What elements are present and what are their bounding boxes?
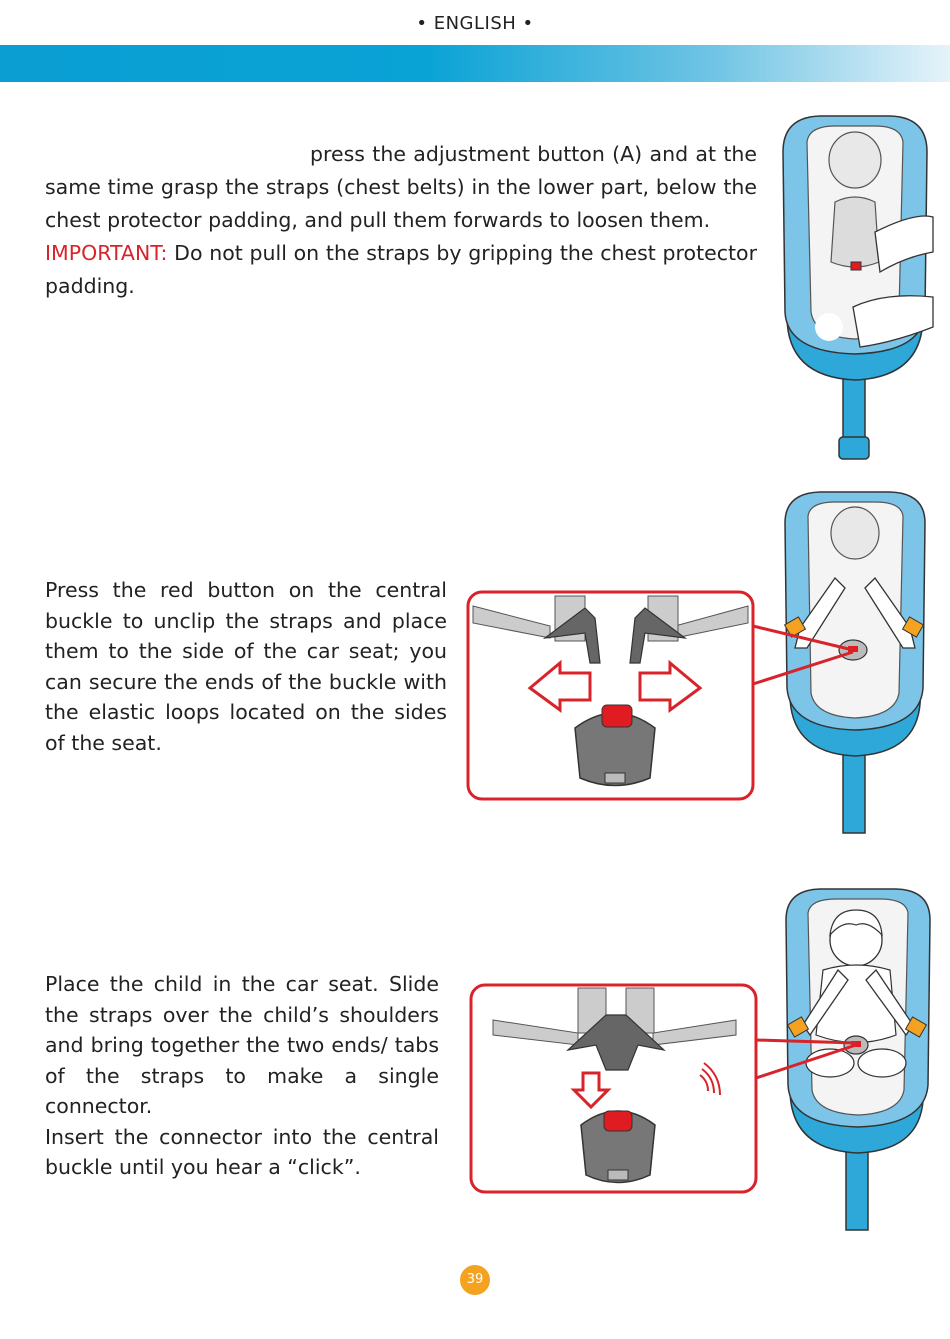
section-1-paragraph: press the adjustment button (A) and at the same time grasp the straps (chest belts) in the lower part, below the chest protector padding, and pull them forwards to loosen them. — [45, 142, 757, 232]
section-3-paragraph-2: Insert the connector into the central buckle until you hear a “click”. — [45, 1124, 439, 1179]
header-color-band — [0, 45, 950, 82]
important-label: IMPORTANT: — [45, 241, 168, 265]
important-text: Do not pull on the straps by gripping the chest protector padding. — [45, 241, 757, 298]
language-header: • ENGLISH • — [416, 13, 534, 34]
buckle-insert-illustration — [468, 885, 948, 1235]
seat-thumbnail — [785, 492, 925, 833]
section-3-paragraph-1: Place the child in the car seat. Slide the straps over the child’s shoulders and bring together the two ends/ tabs of the straps to make a single connector. — [45, 972, 439, 1118]
buckle-release-illustration — [465, 488, 945, 838]
section-2-paragraph: Press the red button on the central buckle to unclip the straps and place them to the side of the car seat; you can secure the ends of the buckle with the elastic loops located on the sides of the seat. — [45, 578, 447, 755]
section-3-text — [45, 969, 439, 1183]
page-number: 39 — [460, 1265, 490, 1295]
section-1-important-note — [45, 237, 757, 303]
section-1-text — [45, 138, 757, 303]
section-2-text — [45, 575, 447, 758]
car-seat-adjust-illustration — [775, 112, 935, 467]
